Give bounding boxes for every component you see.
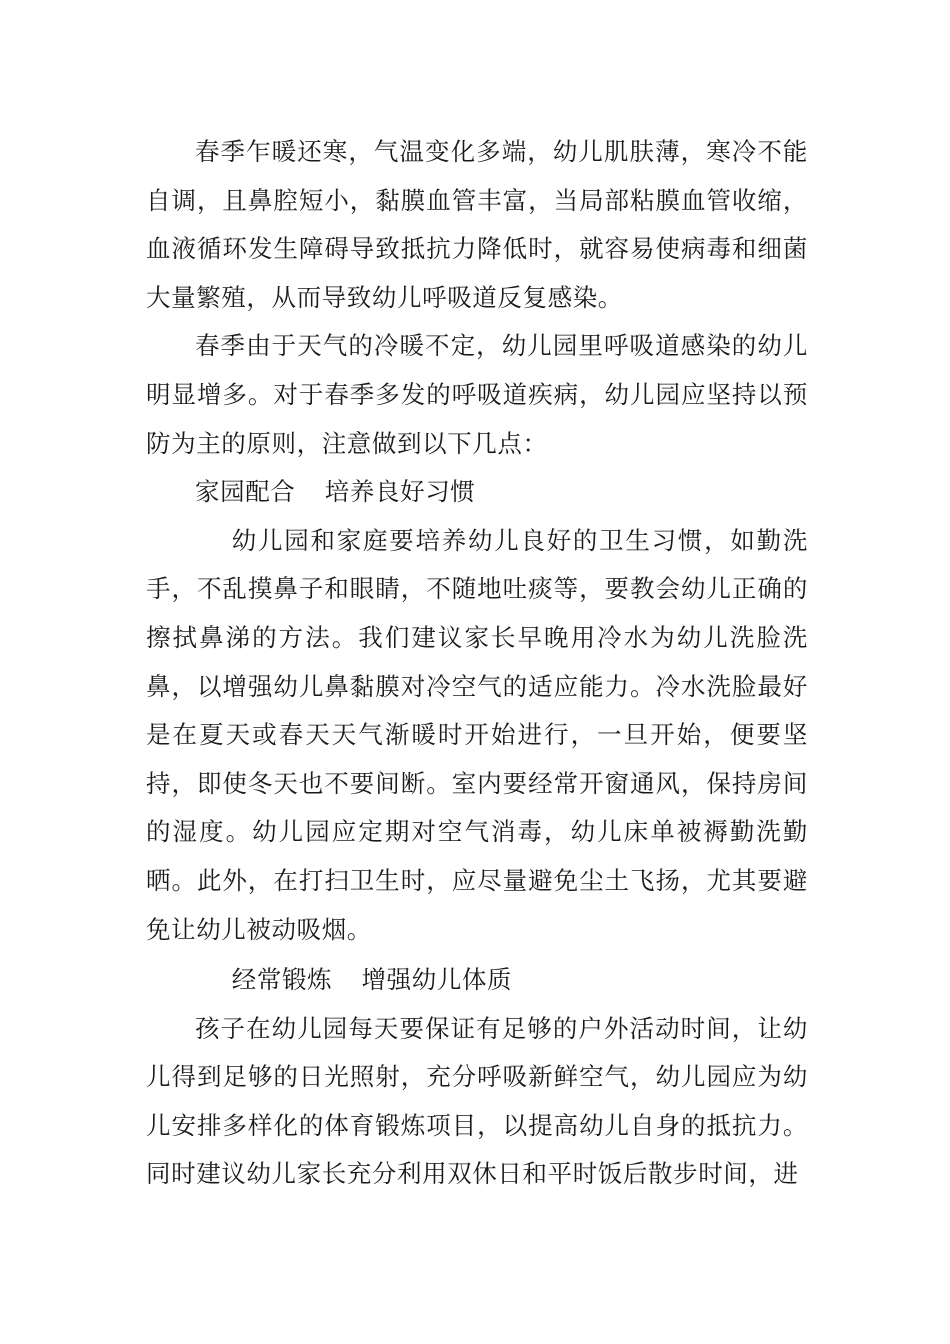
- paragraph-intro: 春季乍暖还寒，气温变化多端，幼儿肌肤薄，寒冷不能自调，且鼻腔短小，黏膜血管丰富，当局部粘膜血管收缩，血液循环发生障碍导致抵抗力降低时，就容易使病毒和细菌大量繁殖，从而导致幼儿呼吸道反复感染。: [146, 137, 808, 312]
- section-heading-part-b: 增强幼儿体质: [361, 965, 513, 995]
- document-page: [146, 128, 808, 1199]
- section-heading-part-a: 经常锻炼: [231, 965, 333, 995]
- section-heading-home-school: [146, 468, 808, 517]
- paragraph-hygiene-habits: 幼儿园和家庭要培养幼儿良好的卫生习惯，如勤洗手，不乱摸鼻子和眼睛，不随地吐痰等，要教会幼儿正确的擦拭鼻涕的方法。我们建议家长早晚用冷水为幼儿洗脸洗鼻，以增强幼儿鼻黏膜对冷空气的适应能力。冷水洗脸最好是在夏天或春天天气渐暖时开始进行，一旦开始，便要坚持，即使冬天也不要间断。室内要经常开窗通风，保持房间的湿度。幼儿园应定期对空气消毒，幼儿床单被褥勤洗勤晒。此外，在打扫卫生时，应尽量避免尘土飞扬，尤其要避免让幼儿被动吸烟。: [146, 525, 808, 944]
- section-heading-part-a: 家园配合: [195, 477, 296, 507]
- paragraph-outdoor-activity: 孩子在幼儿园每天要保证有足够的户外活动时间，让幼儿得到足够的日光照射，充分呼吸新鲜空气，幼儿园应为幼儿安排多样化的体育锻炼项目，以提高幼儿自身的抵抗力。同时建议幼儿家长充分利用双休日和平时饭后散步时间，进: [146, 1013, 808, 1189]
- paragraph-overview: 春季由于天气的冷暖不定，幼儿园里呼吸道感染的幼儿明显增多。对于春季多发的呼吸道疾病，幼儿园应坚持以预防为主的原则，注意做到以下几点：: [146, 331, 808, 458]
- section-heading-part-b: 培养良好习惯: [324, 477, 476, 507]
- section-heading-exercise: [146, 954, 808, 1005]
